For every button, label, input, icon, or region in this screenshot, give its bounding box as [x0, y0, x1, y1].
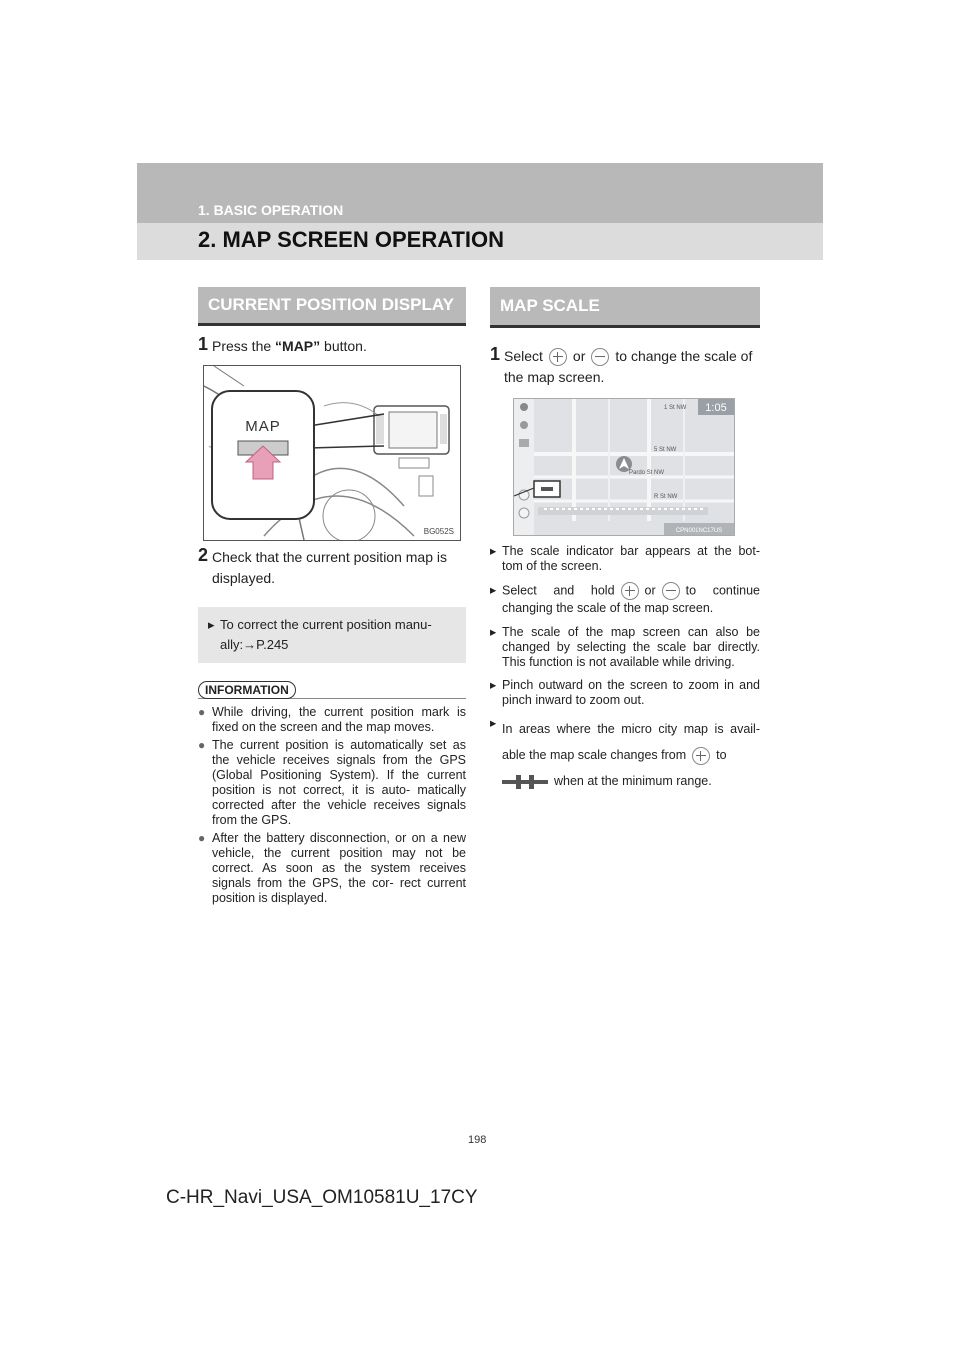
map-scale-notes [490, 544, 760, 794]
clock-display: 1:05 [705, 402, 727, 414]
triangle-bullet-icon: ▸ [208, 617, 215, 632]
step-1-map-scale [490, 346, 760, 388]
step-text: Select [504, 348, 543, 364]
figure-code: CPN001NC17US [675, 528, 723, 534]
step-text: Press the [212, 338, 276, 354]
step-text-end: button. [320, 338, 367, 354]
note-text: Pinch outward on the screen to zoom in and pinch inward to zoom out. [502, 678, 760, 707]
zoom-in-icon [692, 747, 710, 765]
note-text: Select and hold [502, 583, 615, 598]
note-text: In areas where the micro city map is avail- able the map scale changes from [502, 722, 760, 762]
note-text: The scale of the map screen can also be changed by selecting the scale bar directly. This function is not available while driving. [502, 625, 760, 669]
note-item [490, 582, 760, 617]
street-label: 1 St NW [664, 405, 687, 411]
pin-icon [520, 421, 528, 429]
circle-bullet-icon: ● [198, 738, 206, 752]
circle-bullet-icon: ● [198, 831, 206, 845]
triangle-bullet-icon: ▸ [490, 583, 497, 597]
street-label: R St NW [654, 494, 678, 500]
map-mode-icon [519, 439, 529, 447]
note-item [490, 678, 760, 708]
left-column [198, 287, 466, 909]
zoom-out-icon [662, 582, 680, 600]
step-1 [198, 336, 466, 357]
street-label: Pardo St NW [629, 470, 665, 476]
zoom-out-icon [519, 508, 529, 518]
map-screen-figure [513, 398, 735, 536]
right-column [490, 287, 760, 802]
map-button-name: “MAP” [275, 338, 321, 354]
step-2 [198, 547, 466, 589]
micro-city-map-icon [502, 775, 548, 789]
information-label: INFORMATION [198, 681, 296, 699]
triangle-bullet-icon: ▸ [490, 678, 497, 692]
info-text: After the battery disconnection, or on a new vehicle, the current position may not be correct. As soon as the system receives signals from the GPS, the cor- rect current position is displayed. [212, 831, 466, 905]
note-text-or: or [644, 583, 656, 598]
map-button-label: MAP [245, 418, 281, 435]
note-text-end: when at the minimum range. [554, 774, 712, 788]
note-item [490, 716, 760, 794]
dashboard-illustration [204, 366, 460, 540]
north-icon [520, 403, 528, 411]
note-text-end: to continue changing the scale of the map screen. [502, 583, 760, 615]
step-text: Check that the current position map is displayed. [212, 549, 448, 586]
information-list [198, 698, 466, 906]
note-text-to: to [716, 748, 727, 762]
triangle-bullet-icon: ▸ [490, 625, 497, 639]
info-text: While driving, the current position mark is fixed on the screen and the map moves. [212, 705, 466, 734]
step-number: 1 [490, 344, 501, 364]
step-text-or: or [572, 348, 586, 364]
triangle-bullet-icon: ▸ [490, 716, 497, 730]
note-text: To correct the current position manu- ally:→P.245 [220, 617, 432, 652]
page-title: 2. MAP SCREEN OPERATION [198, 227, 505, 252]
zoom-in-icon [621, 582, 639, 600]
triangle-bullet-icon: ▸ [490, 544, 497, 558]
note-text: The scale indicator bar appears at the bot- tom of the screen. [502, 544, 760, 573]
info-item [198, 738, 466, 828]
dashboard-figure [203, 365, 461, 541]
figure-code: BG052S [423, 527, 454, 536]
document-code: C-HR_Navi_USA_OM10581U_17CY [166, 1187, 478, 1208]
note-item [490, 544, 760, 574]
street-label: 5 St NW [654, 447, 677, 453]
step-number: 1 [198, 334, 209, 354]
info-item [198, 705, 466, 735]
section-heading-map-scale: MAP SCALE [490, 287, 760, 328]
section-heading-current-position: CURRENT POSITION DISPLAY [198, 287, 466, 326]
section-label: 1. BASIC OPERATION [198, 202, 344, 218]
note-item [490, 625, 760, 670]
map-screen-illustration [514, 399, 734, 535]
circle-bullet-icon: ● [198, 705, 206, 719]
zoom-out-icon [591, 348, 609, 366]
note-item [208, 615, 456, 655]
page-number: 198 [468, 1134, 487, 1146]
info-text: The current position is automatically set as the vehicle receives signals from the GPS (Global Positioning System). If the current position is not correct, it is auto- matically corrected after the vehicle receives signals from the GPS. [212, 738, 466, 827]
step-text-end: to change the scale of the map screen. [504, 348, 753, 385]
zoom-in-icon [549, 348, 567, 366]
info-item [198, 831, 466, 906]
step-number: 2 [198, 545, 209, 565]
note-box [198, 607, 466, 663]
